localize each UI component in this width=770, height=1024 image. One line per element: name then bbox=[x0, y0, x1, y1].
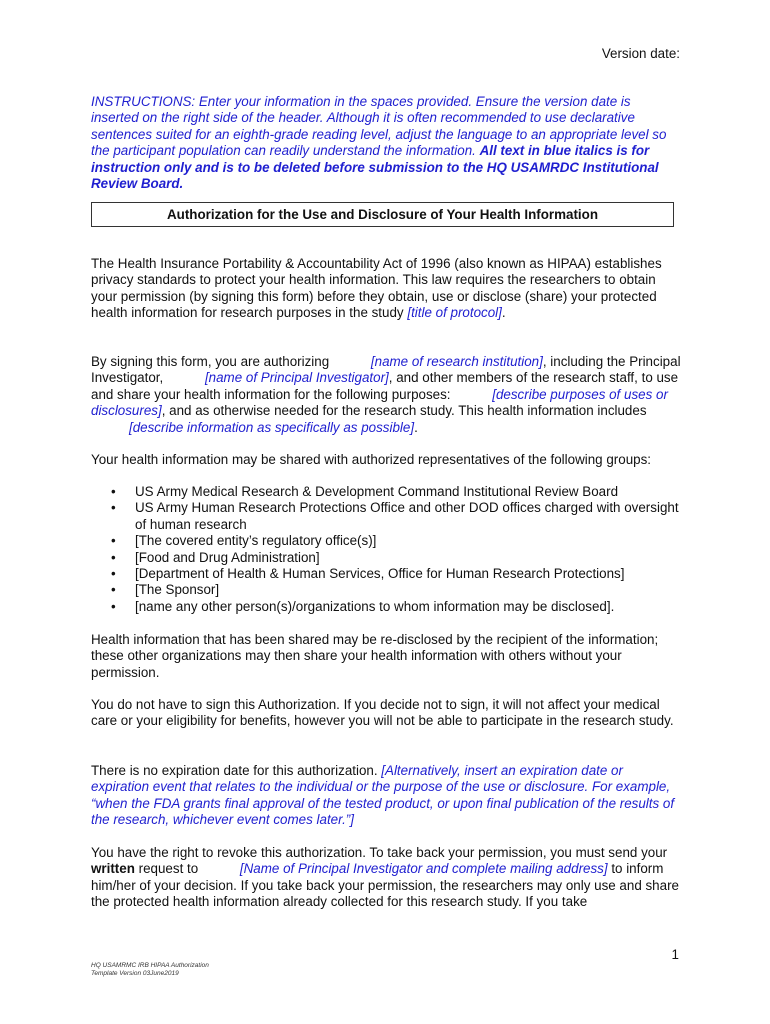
list-item-text: [The covered entity’s regulatory office(s)] bbox=[135, 533, 377, 549]
revoke-text-a: You have the right to revoke this authorization. To take back your permission, you must send your bbox=[91, 845, 668, 860]
expiration-placeholder: [Alternatively, insert an expiration date or expiration event that relates to the individual or the purpose of the use or disclosure. For example, “when the FDA grants final approval of the tested product, or upon final publication of the results of the research, whichever event comes later.”] bbox=[91, 763, 675, 828]
hipaa-intro-text: The Health Insurance Portability & Accountability Act of 1996 (also known as HIPAA) establishes privacy standards to protect your health information. This law requires the researchers to obtain your permission (by signing this form) before they obtain, use or disclose (share) your protected health information for research purposes in the study bbox=[91, 256, 662, 321]
written-emphasis: written bbox=[91, 861, 135, 877]
footer-line-1: HQ USAMRMC IRB HIPAA Authorization bbox=[91, 962, 209, 969]
list-item bbox=[91, 599, 681, 615]
list-item-text: [Food and Drug Administration] bbox=[135, 549, 320, 565]
list-item-text: US Army Human Research Protections Office and other DOD offices charged with oversight of human research bbox=[135, 500, 679, 532]
list-item bbox=[91, 550, 681, 566]
footer bbox=[91, 962, 209, 978]
authorized-groups-list bbox=[91, 484, 681, 615]
list-item-text: [name any other person(s)/organizations to whom information may be disclosed]. bbox=[135, 598, 615, 614]
auth-text-c: , and other members of the research staff, to use and share your health information for the following purposes: bbox=[91, 370, 679, 402]
bullet-icon: • bbox=[111, 484, 116, 499]
bullet-icon: • bbox=[111, 533, 116, 549]
pi-name-placeholder: [name of Principal Investigator] bbox=[204, 370, 389, 386]
authorization-paragraph bbox=[91, 354, 683, 436]
pi-address-placeholder: [Name of Principal Investigator and complete mailing address] bbox=[239, 861, 608, 877]
expiration-paragraph bbox=[91, 763, 683, 829]
revocation-paragraph bbox=[91, 845, 683, 911]
auth-text-a: By signing this form, you are authorizing bbox=[91, 354, 333, 369]
bullet-icon: • bbox=[111, 598, 116, 614]
auth-text-d: , and as otherwise needed for the research study. This health information includes bbox=[161, 403, 647, 419]
document-title: Authorization for the Use and Disclosure of Your Health Information bbox=[91, 202, 674, 227]
information-placeholder: [describe information as specifically as possible] bbox=[129, 419, 415, 435]
list-item bbox=[91, 500, 681, 533]
voluntary-signature-paragraph: You do not have to sign this Authorization. If you decide not to sign, it will not affect your medical care or your eligibility for benefits, however you will not be able to participate in the research study. bbox=[91, 697, 674, 729]
purposes-placeholder: [describe purposes of uses or disclosures] bbox=[91, 386, 668, 419]
list-item bbox=[91, 484, 681, 500]
bullet-icon: • bbox=[111, 500, 116, 516]
protocol-title-placeholder: [title of protocol] bbox=[407, 305, 502, 321]
footer-line-2: Template Version 03June2019 bbox=[91, 970, 179, 977]
revoke-text-b: request to bbox=[134, 861, 202, 877]
shared-groups-intro: Your health information may be shared with authorized representatives of the following groups: bbox=[91, 452, 652, 467]
version-date-label: Version date: bbox=[601, 46, 680, 61]
list-item bbox=[91, 533, 681, 549]
revoke-text-c: to inform him/her of your decision. If you take back your permission, the researchers may only use and share the protected health information already collected for this research study. If you take bbox=[91, 861, 679, 910]
hipaa-intro-paragraph bbox=[91, 256, 683, 322]
auth-text-b: , including the Principal Investigator, bbox=[91, 354, 681, 386]
bullet-icon: • bbox=[111, 582, 116, 598]
list-item-text: [The Sponsor] bbox=[135, 582, 220, 598]
page-number: 1 bbox=[671, 947, 679, 962]
list-item-text: US Army Medical Research & Development Command Institutional Review Board bbox=[135, 484, 619, 499]
list-item bbox=[91, 566, 681, 582]
hipaa-intro-end: . bbox=[501, 305, 506, 321]
list-item-text: [Department of Health & Human Services, Office for Human Research Protections] bbox=[135, 566, 625, 582]
auth-text-e: . bbox=[414, 419, 418, 435]
expiration-text: There is no expiration date for this authorization. bbox=[91, 763, 382, 778]
institution-placeholder: [name of research institution] bbox=[370, 354, 543, 369]
instructions-text: INSTRUCTIONS: Enter your information in the spaces provided. Ensure the version date is inserted on the right side of the header. Although it is often recommended to use declarative sentences suited for an eighth-grade reading level, adjust the language to an appropriate level so the participant population can readily understand the information. bbox=[91, 94, 667, 159]
bullet-icon: • bbox=[111, 566, 116, 582]
instructions-bold-note: All text in blue italics is for instruction only and is to be deleted before submission to the HQ USAMRDC Institutional Review Board. bbox=[91, 143, 659, 192]
redisclosure-paragraph: Health information that has been shared may be re-disclosed by the recipient of the information; these other organizations may then share your health information with others without your permission. bbox=[91, 632, 659, 680]
list-item bbox=[91, 582, 681, 598]
instructions-block bbox=[91, 94, 681, 192]
bullet-icon: • bbox=[111, 549, 116, 565]
